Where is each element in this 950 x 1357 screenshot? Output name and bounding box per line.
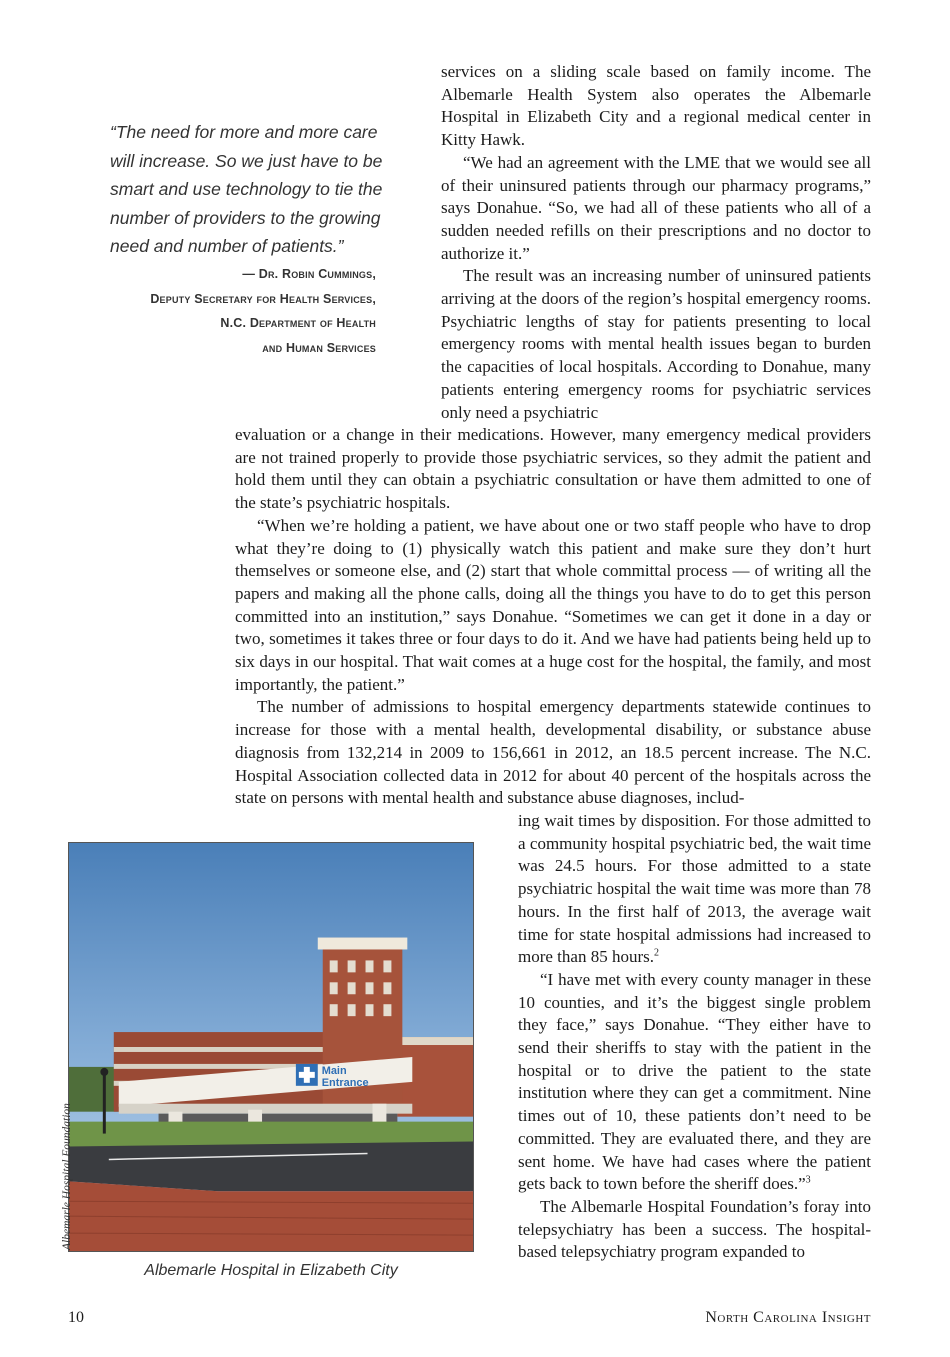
- sign-entrance: Entrance: [321, 1076, 369, 1089]
- attribution-line: — Dr. Robin Cummings,: [242, 267, 376, 281]
- paragraph: The result was an increasing number of uninsured patients arriving at the doors of the region’s hospital emergency rooms. Psychiatric lengths of stay for patients presenting to local emergency rooms with mental health issues began to burden the capacities of local hospitals. According to Donahue, many patients entering emergency rooms for psychiatric services only need a psychiatric: [441, 266, 871, 422]
- attribution-line: N.C. Department of Health: [220, 316, 376, 330]
- lamp-post: [103, 1074, 106, 1134]
- paragraph: [518, 969, 871, 1196]
- paragraph: evaluation or a change in their medications. However, many emergency medical providers are not trained properly to provide those psychiatric services, so they admit the patient and hold them until they can obtain a psychiatric consultation or have them admitted to one of the state’s psychiatric hospitals.: [235, 425, 871, 513]
- page-number: 10: [68, 1309, 84, 1326]
- paragraph: “When we’re holding a patient, we have about one or two staff people who have to drop what they’re doing to (1) physically watch this patient and make sure they don’t hurt themselves or someone else, and (2) start that whole committal process — of writing all the papers and making all the phone calls, doing all the things you have to do to get this person committed into an institution,” says Donahue. “Sometimes we can get it done in a day or two, sometimes it takes three or four days to do it. And we have had patients being held up to six days in our hospital. That wait comes at a huge cost for the hospital, the family, and most importantly, the patient.”: [235, 515, 871, 694]
- attribution-line: and Human Services: [262, 340, 376, 355]
- article-column-3: [518, 810, 871, 1264]
- photo-credit: Albemarle Hospital Foundation: [61, 1103, 73, 1250]
- hospital-photo: [68, 842, 474, 1252]
- pull-quote-attribution: [110, 262, 376, 360]
- driveway: [69, 1142, 473, 1192]
- photo-caption: Albemarle Hospital in Elizabeth City: [144, 1262, 398, 1279]
- journal-title: North Carolina Insight: [705, 1309, 871, 1326]
- attribution-line: Deputy Secretary for Health Services,: [150, 291, 376, 306]
- paragraph: The Albemarle Hospital Foundation’s foray into telepsychiatry has been a success. The hospital-based telepsychiatry program expanded to: [518, 1196, 871, 1262]
- paragraph-text: “I have met with every county manager in these 10 counties, and it’s the biggest single problem they face,” says Donahue. “They either have to send their sheriffs to stay with the patient in the hospital or to drive the patient to the state institution where they can get a commitment. Nine times out of 10, these patients don’t need to be committed. They are evaluated there, and they are sent home. We have had cases where the patient gets back to town before the sheriff does.”: [518, 969, 871, 1194]
- footnote-marker: 2: [653, 947, 659, 959]
- sign-main: Main: [321, 1064, 347, 1077]
- paragraph: services on a sliding scale based on family income. The Albemarle Health System also operates the Albemarle Hospital in Elizabeth City and a regional medical center in Kitty Hawk.: [441, 62, 871, 150]
- paragraph: The number of admissions to hospital emergency departments statewide continues to increase for those with a mental health, developmental disability, or substance abuse diagnosis from 132,214 in 2009 to 156,661 in 2012, an 18.5 percent increase. The N.C. Hospital Association collected data in 2012 for about 40 percent of the hospitals across the state on persons with mental health and substance abuse diagnoses, includ-: [235, 697, 871, 808]
- pull-quote: “The need for more and more care will increase. So we just have to be smart and use technology to tie the number of providers to the growing need and number of patients.”: [110, 122, 383, 256]
- paragraph: “We had an agreement with the LME that we would see all of their uninsured patients through our pharmacy programs,” says Donahue. “So, we had all of these patients who all of a sudden needed refills on their prescriptions and no doctor to authorize it.”: [441, 152, 871, 263]
- article-column-2: [235, 424, 871, 810]
- hospital-illustration: [69, 843, 473, 1251]
- footnote-marker: 3: [805, 1174, 811, 1186]
- paragraph-text: ing wait times by disposition. For those admitted to a community hospital psychiatric bed, the wait time was 24.5 hours. For those admitted to a state psychiatric hospital the wait time was more than 78 hours. In the first half of 2013, the average wait time for state hospital admissions had increased to more than 85 hours.: [518, 811, 871, 967]
- paragraph: [518, 810, 871, 969]
- article-column-1: [441, 61, 871, 424]
